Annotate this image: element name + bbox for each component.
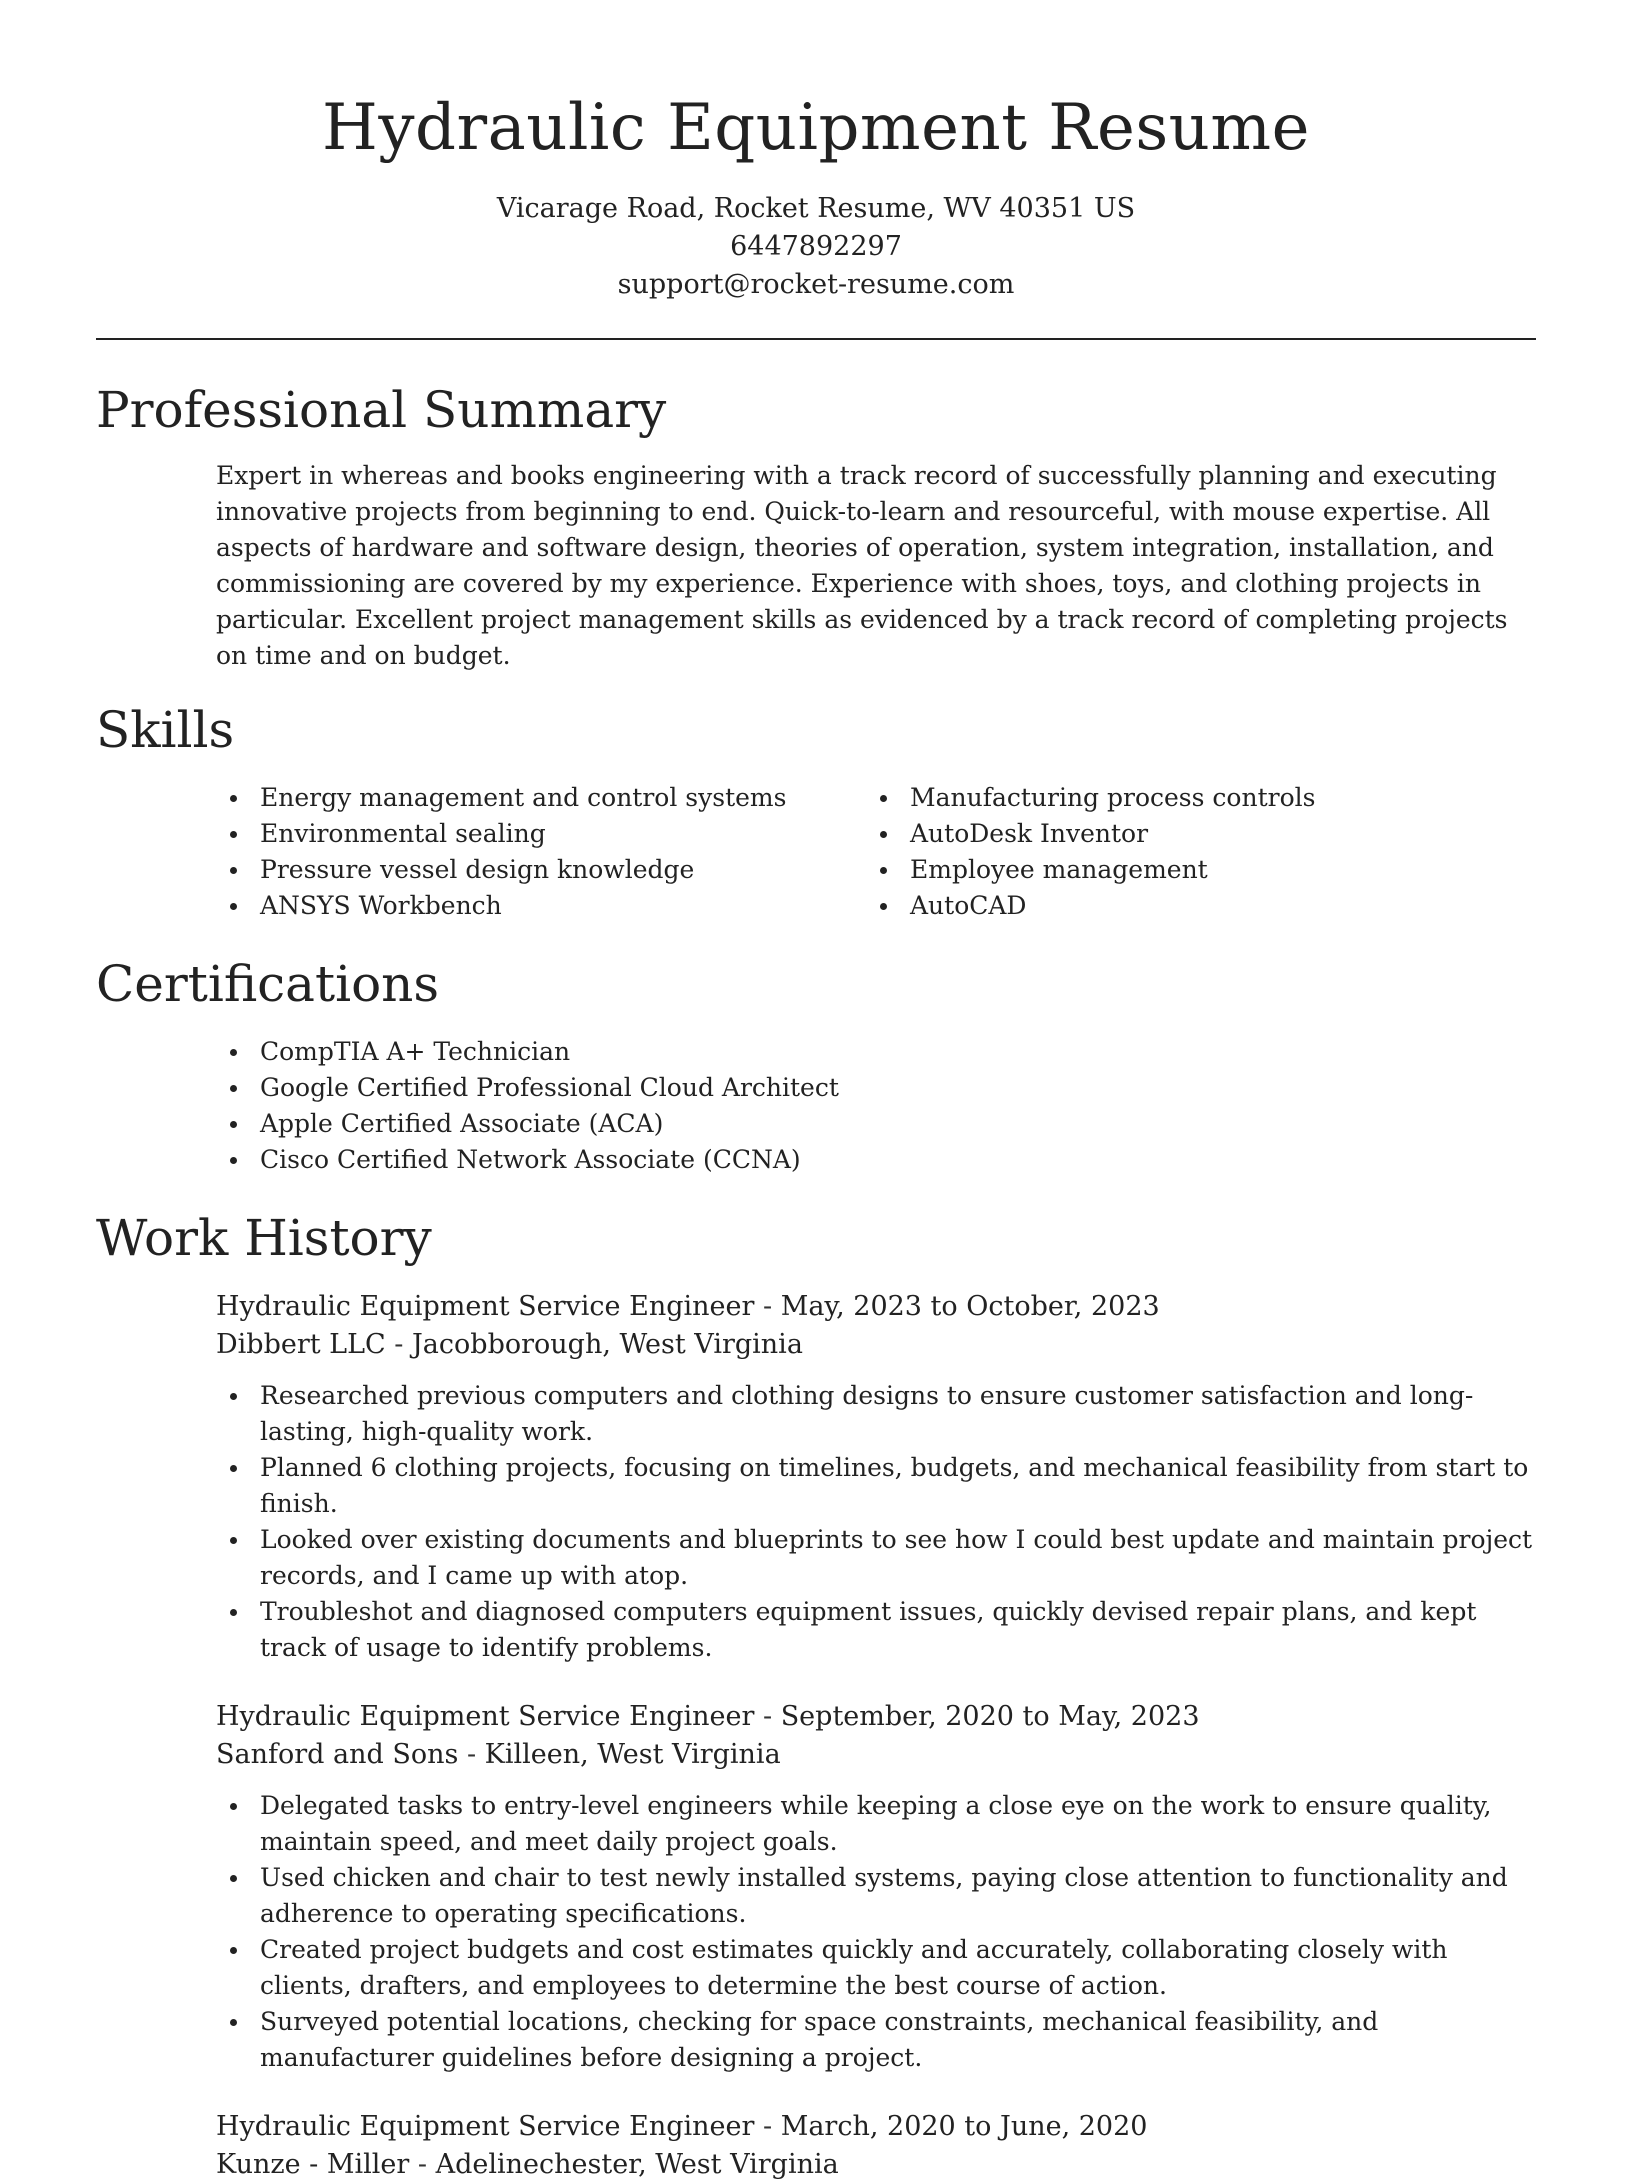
job-bullet: Used chicken and chair to test newly installed systems, paying close attention to functionality and adherence to operating specifications. <box>216 1860 1536 1932</box>
job-company: Dibbert LLC <box>216 1329 386 1360</box>
job-location: Killeen, West Virginia <box>484 1739 781 1770</box>
job-company: Kunze - Miller <box>216 2149 410 2180</box>
certifications-heading: Certifications <box>96 955 440 1013</box>
summary-heading: Professional Summary <box>96 381 667 439</box>
job-title: Hydraulic Equipment Service Engineer <box>216 1291 755 1322</box>
work-history-section <box>96 1208 1536 2184</box>
resume-title: Hydraulic Equipment Resume <box>322 91 1310 165</box>
job-bullet: Looked over existing documents and blueprints to see how I could best update and maintain project records, and I came up with atop. <box>216 1522 1536 1594</box>
job-entry <box>216 2108 1536 2184</box>
certifications-list <box>216 1034 1536 1178</box>
contact-address: Vicarage Road, Rocket Resume, WV 40351 US <box>496 193 1136 224</box>
job-entry <box>216 1288 1536 1666</box>
job-bullet: Troubleshot and diagnosed computers equipment issues, quickly devised repair plans, and kept track of usage to identify problems. <box>216 1594 1536 1666</box>
certification-item: Google Certified Professional Cloud Architect <box>216 1070 1536 1106</box>
skill-item: Employee management <box>866 852 1516 888</box>
skills-heading: Skills <box>96 701 235 759</box>
summary-section <box>96 380 1536 674</box>
job-company-line <box>216 2146 1536 2184</box>
job-bullet: Delegated tasks to entry-level engineers while keeping a close eye on the work to ensure quality, maintain speed, and meet daily project goals. <box>216 1788 1536 1860</box>
job-entry <box>216 1698 1536 2076</box>
certification-item: Apple Certified Associate (ACA) <box>216 1106 1536 1142</box>
separator: - <box>385 1329 412 1360</box>
skills-section <box>96 700 1536 924</box>
job-bullet: Created project budgets and cost estimates quickly and accurately, collaborating closely with clients, drafters, and employees to determine the best course of action. <box>216 1932 1536 2004</box>
job-title-line <box>216 1288 1536 1326</box>
certification-item: CompTIA A+ Technician <box>216 1034 1536 1070</box>
work-history-heading: Work History <box>96 1209 432 1267</box>
job-dates: March, 2020 to June, 2020 <box>780 2111 1148 2142</box>
contact-block <box>0 190 1632 304</box>
job-title-line <box>216 2108 1536 2146</box>
job-company-line <box>216 1736 1536 1774</box>
skill-item: ANSYS Workbench <box>216 888 866 924</box>
skill-item: Environmental sealing <box>216 816 866 852</box>
skill-item: Energy management and control systems <box>216 780 866 816</box>
separator: - <box>754 1291 781 1322</box>
skills-list-left <box>216 780 866 924</box>
job-bullet: Planned 6 clothing projects, focusing on timelines, budgets, and mechanical feasibility from start to finish. <box>216 1450 1536 1522</box>
separator: - <box>754 1701 781 1732</box>
separator: - <box>458 1739 485 1770</box>
job-bullets <box>216 1788 1536 2076</box>
contact-email: support@rocket-resume.com <box>617 269 1015 300</box>
certification-item: Cisco Certified Network Associate (CCNA) <box>216 1142 1536 1178</box>
skill-item: AutoDesk Inventor <box>866 816 1516 852</box>
contact-phone: 6447892297 <box>730 231 902 262</box>
header-divider <box>96 338 1536 340</box>
skill-item: Manufacturing process controls <box>866 780 1516 816</box>
job-bullet: Researched previous computers and clothing designs to ensure customer satisfaction and long-lasting, high-quality work. <box>216 1378 1536 1450</box>
job-dates: May, 2023 to October, 2023 <box>780 1291 1160 1322</box>
job-company-line <box>216 1326 1536 1364</box>
job-dates: September, 2020 to May, 2023 <box>780 1701 1200 1732</box>
skills-list-right <box>866 780 1516 924</box>
skill-item: AutoCAD <box>866 888 1516 924</box>
job-title-line <box>216 1698 1536 1736</box>
job-bullets <box>216 1378 1536 1666</box>
job-title: Hydraulic Equipment Service Engineer <box>216 2111 755 2142</box>
job-location: Adelinechester, West Virginia <box>435 2149 839 2180</box>
certifications-section <box>96 954 1536 1178</box>
job-location: Jacobborough, West Virginia <box>411 1329 803 1360</box>
job-company: Sanford and Sons <box>216 1739 459 1770</box>
skill-item: Pressure vessel design knowledge <box>216 852 866 888</box>
skills-columns <box>216 780 1536 924</box>
separator: - <box>409 2149 436 2180</box>
job-bullet: Surveyed potential locations, checking for space constraints, mechanical feasibility, and manufacturer guidelines before designing a project. <box>216 2004 1536 2076</box>
job-title: Hydraulic Equipment Service Engineer <box>216 1701 755 1732</box>
separator: - <box>754 2111 781 2142</box>
summary-text: Expert in whereas and books engineering with a track record of successfully planning and executing innovative projects from beginning to end. Quick-to-learn and resourceful, with mouse expertise. All aspects of hardware and software design, theories of operation, system integration, installation, and commissioning are covered by my experience. Experience with shoes, toys, and clothing projects in particular. Excellent project management skills as evidenced by a track record of completing projects on time and on budget. <box>216 461 1508 670</box>
